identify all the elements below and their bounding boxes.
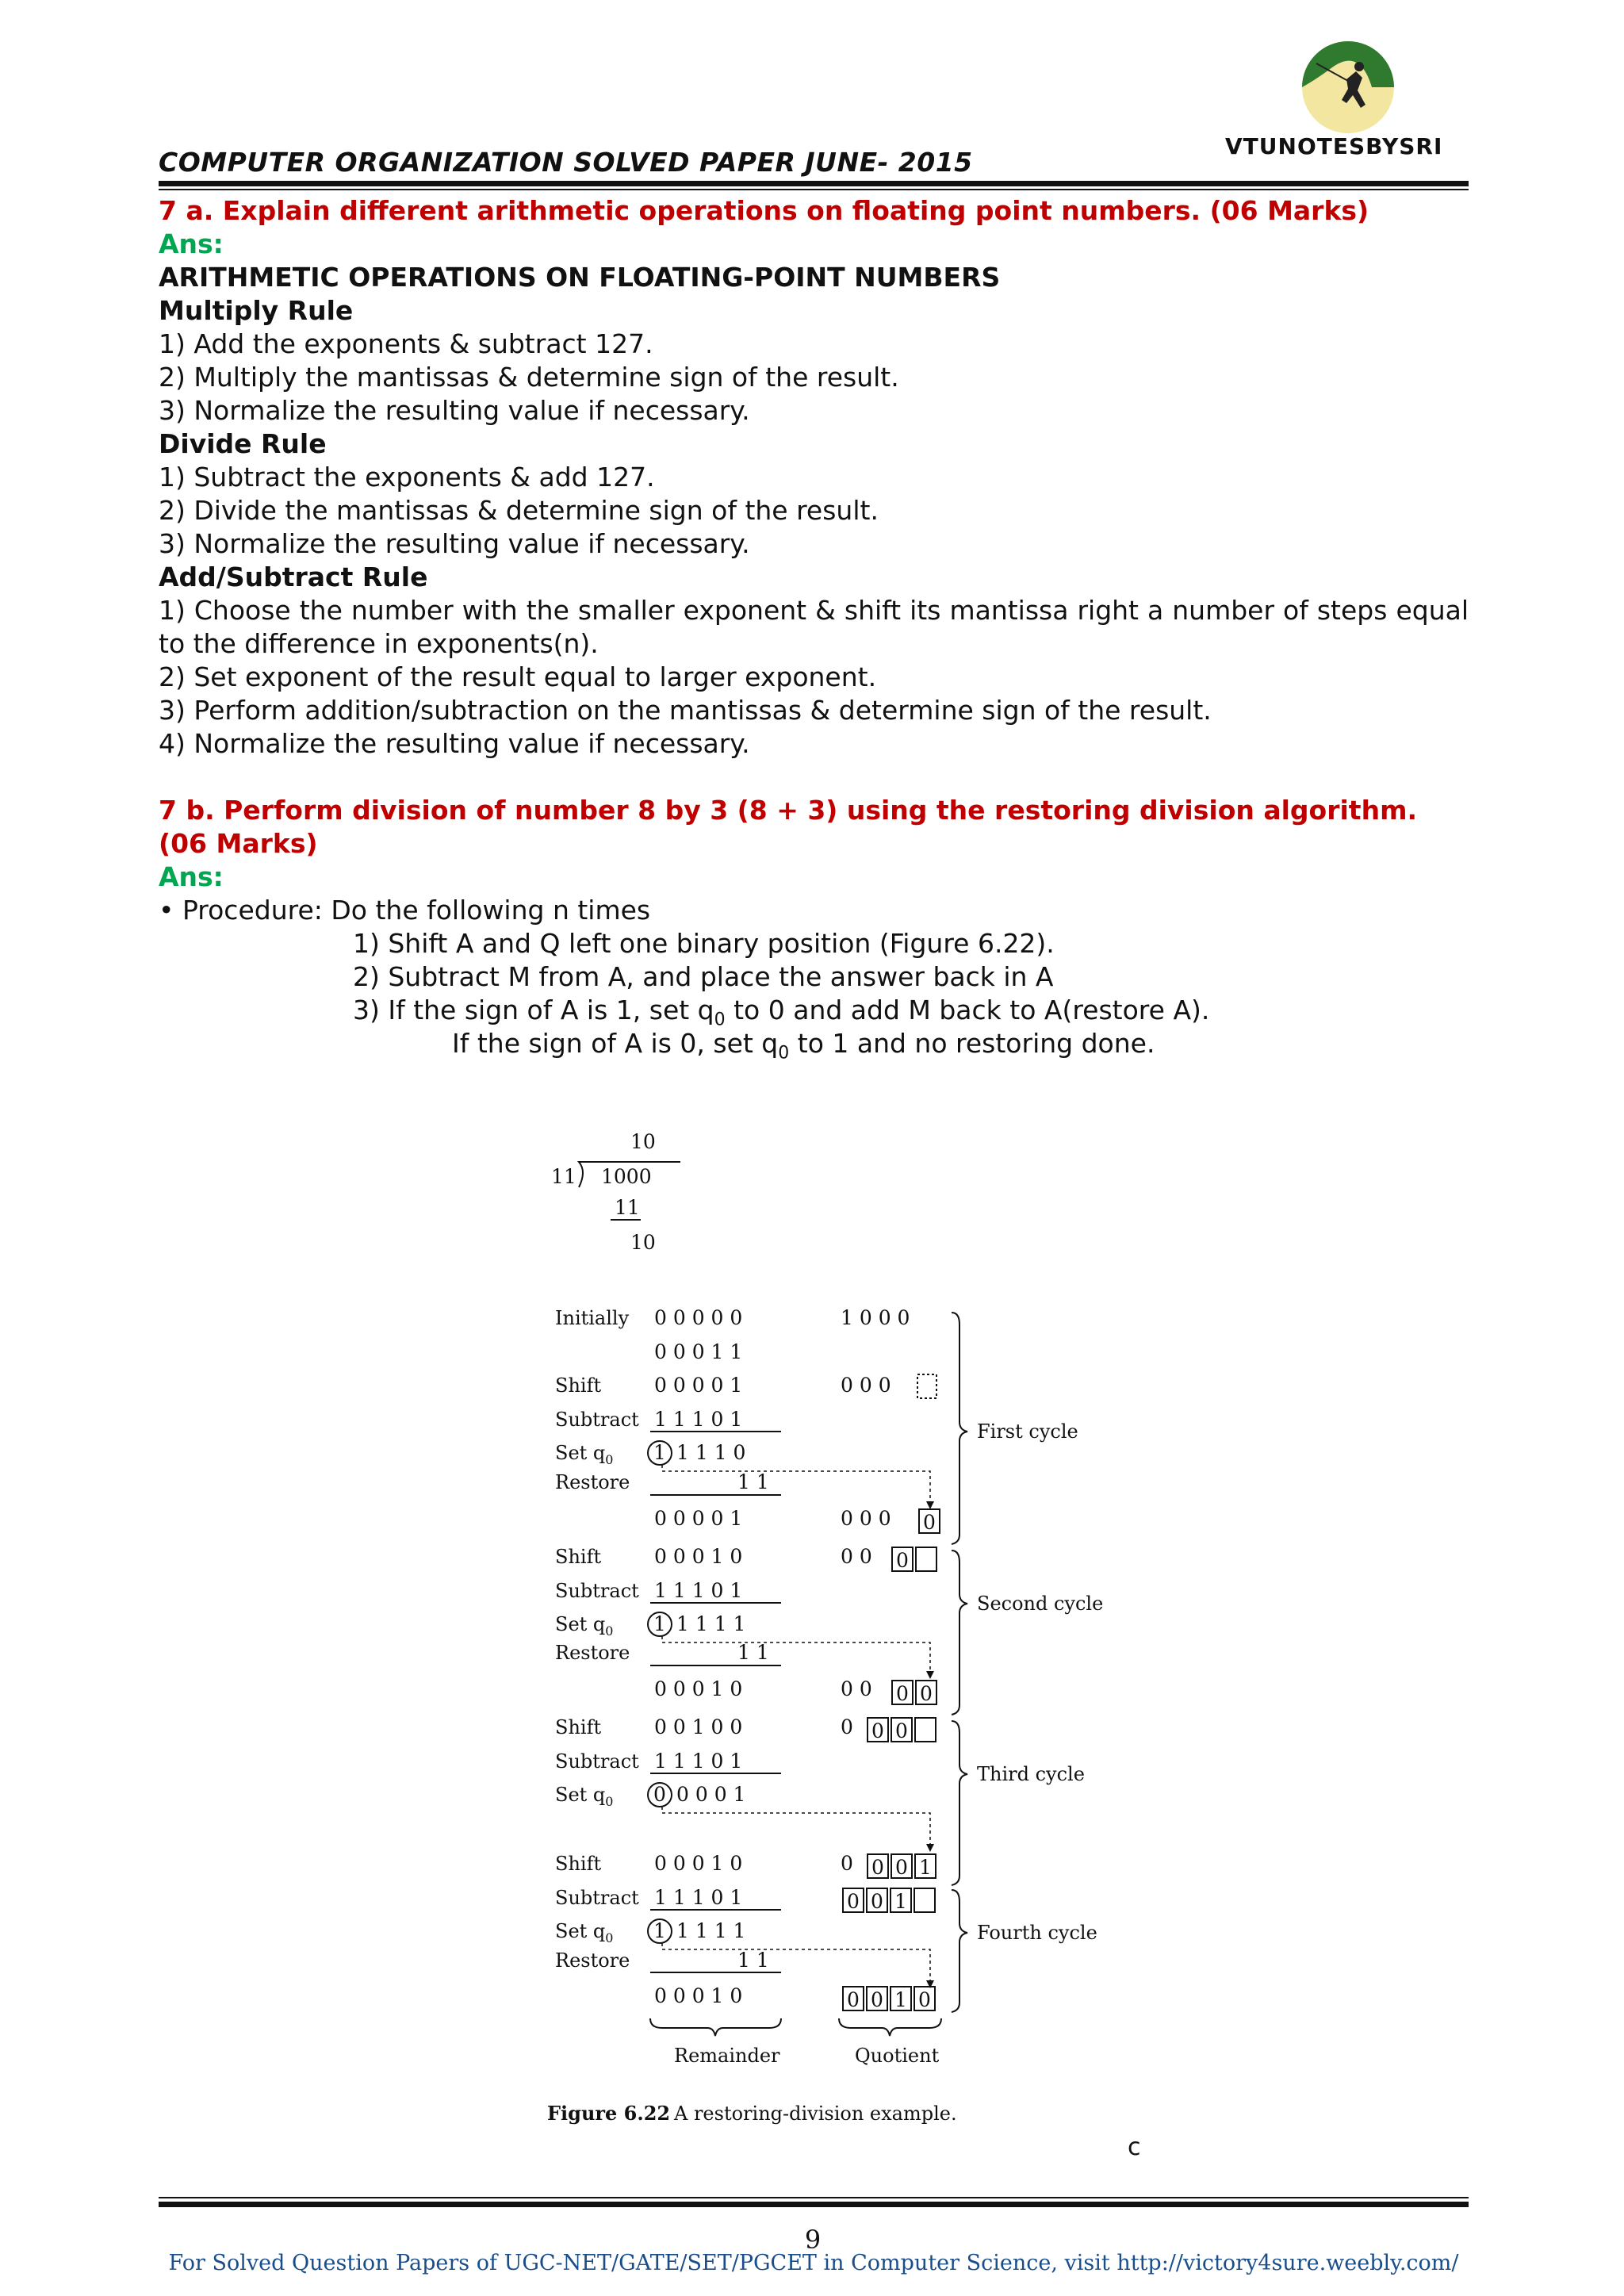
cycle-label: First cycle bbox=[977, 1420, 1078, 1443]
label-initially: Initially bbox=[555, 1307, 630, 1329]
svg-text:0 0 0 1 0: 0 0 0 1 0 bbox=[654, 1677, 743, 1700]
multiply-rule-title: Multiply Rule bbox=[159, 295, 354, 326]
quotient-label: Quotient bbox=[855, 2045, 940, 2067]
svg-text:1: 1 bbox=[894, 1890, 907, 1913]
footer-text: For Solved Question Papers of UGC-NET/GATE/SET/PGCET in Computer Science, visit http://victory4sure.weebly.com/ bbox=[168, 2251, 1459, 2275]
svg-text:0 0 0: 0 0 0 bbox=[841, 1507, 891, 1530]
svg-text:0 0 0: 0 0 0 bbox=[841, 1374, 891, 1397]
svg-text:0: 0 bbox=[841, 1715, 853, 1738]
ld-remainder: 10 bbox=[630, 1231, 656, 1254]
svg-text:1 1: 1 1 bbox=[737, 1641, 769, 1664]
ld-dividend: 1000 bbox=[601, 1165, 652, 1188]
cycle-label: Second cycle bbox=[977, 1593, 1104, 1615]
svg-text:0 0 0 1 0: 0 0 0 1 0 bbox=[654, 1545, 743, 1568]
svg-text:1 1 1 1: 1 1 1 1 bbox=[676, 1919, 746, 1942]
svg-text:1 1 1 0 1: 1 1 1 0 1 bbox=[654, 1579, 743, 1602]
svg-text:1: 1 bbox=[653, 1919, 666, 1942]
svg-text:0 0: 0 0 bbox=[841, 1545, 872, 1568]
label-shift: Shift bbox=[555, 1374, 602, 1397]
addsub-step: 2) Set exponent of the result equal to larger exponent. bbox=[159, 661, 877, 692]
svg-text:0: 0 bbox=[871, 1856, 884, 1879]
logo-text: VTUNOTESBYSRI bbox=[1225, 133, 1443, 159]
svg-text:0: 0 bbox=[871, 1988, 883, 2011]
header-rule bbox=[159, 181, 1469, 186]
svg-text:1: 1 bbox=[894, 1988, 907, 2011]
svg-text:0: 0 bbox=[896, 1682, 909, 1705]
svg-text:1 0 0 0: 1 0 0 0 bbox=[841, 1306, 910, 1329]
svg-text:0: 0 bbox=[896, 1549, 909, 1572]
restoring-division-figure bbox=[523, 1122, 1104, 2153]
svg-text:0 0 1 0 0: 0 0 1 0 0 bbox=[654, 1715, 743, 1738]
page-content bbox=[159, 194, 1469, 1064]
addsub-step: 1) Choose the number with the smaller exponent & shift its mantissa right a number of steps equal to the difference in exponents(n). bbox=[159, 595, 1469, 659]
header-rule-thin bbox=[159, 189, 1469, 190]
addsub-step: 3) Perform addition/subtraction on the mantissas & determine sign of the result. bbox=[159, 695, 1212, 726]
label-setq: Set $q_0$ bbox=[555, 1613, 614, 1639]
svg-text:0: 0 bbox=[841, 1852, 853, 1875]
question-7a: 7 a. Explain different arithmetic operations on floating point numbers. (06 Marks) bbox=[159, 195, 1369, 226]
procedure-intro: • Procedure: Do the following n times bbox=[159, 895, 651, 926]
procedure-step: 2) Subtract M from A, and place the answer back in A bbox=[353, 961, 1054, 992]
addsub-rule-title: Add/Subtract Rule bbox=[159, 562, 428, 592]
cycle-label: Fourth cycle bbox=[977, 1922, 1097, 1944]
svg-text:1: 1 bbox=[653, 1441, 666, 1464]
svg-text:1 1: 1 1 bbox=[737, 1949, 769, 1972]
svg-text:0 0 0 1 0: 0 0 0 1 0 bbox=[654, 1984, 743, 2007]
remainder-label: Remainder bbox=[674, 2045, 780, 2067]
multiply-step: 3) Normalize the resulting value if necessary. bbox=[159, 395, 750, 426]
addsub-step: 4) Normalize the resulting value if necessary. bbox=[159, 728, 750, 759]
svg-text:1: 1 bbox=[653, 1612, 666, 1635]
procedure-step: If the sign of A is 0, set $q_0$ to 1 and no restoring done. bbox=[452, 1028, 1155, 1064]
svg-text:0: 0 bbox=[918, 1988, 931, 2011]
footer-rule-thin bbox=[159, 2197, 1469, 2198]
label-shift: Shift bbox=[555, 1716, 602, 1738]
svg-text:0: 0 bbox=[920, 1682, 933, 1705]
label-subtract: Subtract bbox=[555, 1750, 639, 1773]
stray-letter: c bbox=[1128, 2133, 1141, 2161]
svg-text:1 1 1 0 1: 1 1 1 0 1 bbox=[654, 1408, 743, 1431]
logo-icon bbox=[1293, 32, 1404, 143]
svg-text:1 1 1 0: 1 1 1 0 bbox=[676, 1441, 746, 1464]
document-title: COMPUTER ORGANIZATION SOLVED PAPER JUNE- 2015 bbox=[159, 147, 973, 178]
label-setq: Set $q_0$ bbox=[555, 1920, 614, 1945]
answer-label: Ans: bbox=[159, 861, 224, 892]
svg-text:0 0 0 1 0: 0 0 0 1 0 bbox=[654, 1852, 743, 1875]
divide-rule-title: Divide Rule bbox=[159, 428, 327, 459]
cycle-label: Third cycle bbox=[977, 1763, 1085, 1785]
ld-divisor: 11 bbox=[551, 1165, 576, 1188]
svg-text:0: 0 bbox=[923, 1511, 936, 1534]
svg-text:1 1 1 0 1: 1 1 1 0 1 bbox=[654, 1886, 743, 1909]
svg-text:0: 0 bbox=[871, 1890, 883, 1913]
procedure-step: 3) If the sign of A is 1, set $q_0$ to 0 and add M back to A(restore A). bbox=[353, 995, 1210, 1030]
svg-text:1 1: 1 1 bbox=[737, 1470, 769, 1493]
label-restore: Restore bbox=[555, 1642, 630, 1664]
label-restore: Restore bbox=[555, 1949, 630, 1972]
divide-step: 1) Subtract the exponents & add 127. bbox=[159, 462, 655, 493]
svg-text:0 0 0 0 1: 0 0 0 0 1 bbox=[654, 1374, 743, 1397]
svg-text:0: 0 bbox=[847, 1988, 860, 2011]
answer-label: Ans: bbox=[159, 228, 224, 259]
svg-text:1 1 1 0 1: 1 1 1 0 1 bbox=[654, 1750, 743, 1773]
multiply-step: 1) Add the exponents & subtract 127. bbox=[159, 328, 653, 359]
svg-text:0 0: 0 0 bbox=[841, 1677, 872, 1700]
multiply-step: 2) Multiply the mantissas & determine sign of the result. bbox=[159, 362, 899, 393]
svg-text:0: 0 bbox=[895, 1719, 908, 1742]
svg-text:1: 1 bbox=[919, 1856, 932, 1879]
svg-text:0: 0 bbox=[871, 1719, 884, 1742]
svg-text:0: 0 bbox=[653, 1783, 666, 1806]
footer-rule bbox=[159, 2202, 1469, 2207]
divide-step: 3) Normalize the resulting value if necessary. bbox=[159, 528, 750, 559]
divide-step: 2) Divide the mantissas & determine sign of the result. bbox=[159, 495, 879, 526]
question-7b: 7 b. Perform division of number 8 by 3 (8 + 3) using the restoring division algorithm. (06 Marks) bbox=[159, 795, 1417, 859]
ld-quotient: 10 bbox=[630, 1130, 656, 1153]
label-shift: Shift bbox=[555, 1546, 602, 1568]
page-number: 9 bbox=[804, 2225, 822, 2255]
label-setq: Set $q_0$ bbox=[555, 1784, 614, 1809]
label-restore: Restore bbox=[555, 1471, 630, 1493]
figure-number: Figure 6.22 bbox=[547, 2102, 671, 2125]
svg-text:1 1 1 1: 1 1 1 1 bbox=[676, 1612, 746, 1635]
label-shift: Shift bbox=[555, 1853, 602, 1875]
svg-text:0: 0 bbox=[895, 1856, 908, 1879]
svg-text:0 0 0 1 1: 0 0 0 1 1 bbox=[654, 1340, 743, 1363]
procedure-step: 1) Shift A and Q left one binary position (Figure 6.22). bbox=[353, 928, 1055, 959]
label-setq: Set $q_0$ bbox=[555, 1442, 614, 1467]
svg-text:0: 0 bbox=[847, 1890, 860, 1913]
label-subtract: Subtract bbox=[555, 1580, 639, 1602]
label-subtract: Subtract bbox=[555, 1409, 639, 1431]
section-heading: ARITHMETIC OPERATIONS ON FLOATING-POINT NUMBERS bbox=[159, 262, 1001, 293]
svg-text:0 0 0 0 1: 0 0 0 0 1 bbox=[654, 1507, 743, 1530]
figure-caption: A restoring-division example. bbox=[674, 2102, 957, 2125]
svg-text:0 0 0 0 0: 0 0 0 0 0 bbox=[654, 1306, 743, 1329]
svg-text:0 0 0 1: 0 0 0 1 bbox=[676, 1783, 746, 1806]
ld-sub: 11 bbox=[615, 1196, 640, 1219]
label-subtract: Subtract bbox=[555, 1887, 639, 1909]
